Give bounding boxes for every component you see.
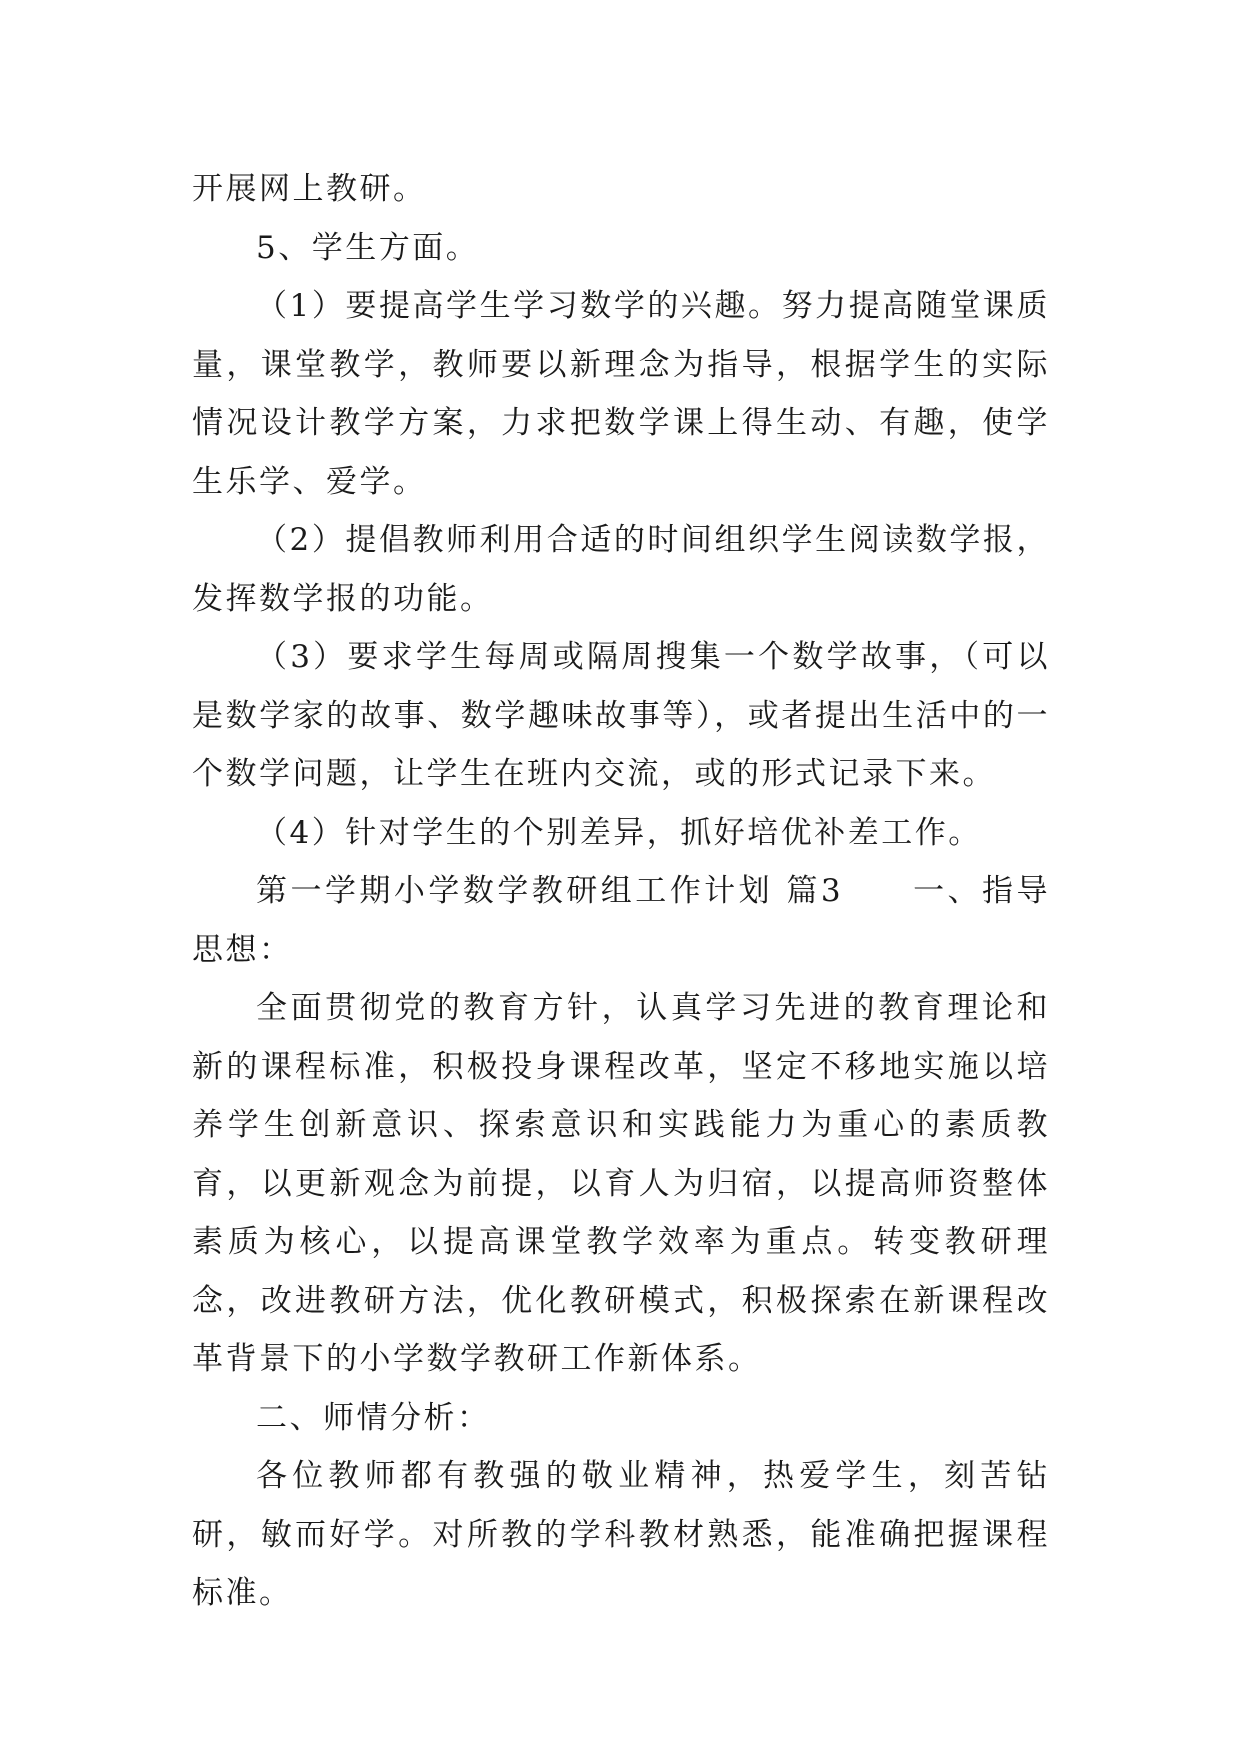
paragraph-1: 开展网上教研。	[192, 171, 427, 207]
paragraph-9: 二、师情分析：	[256, 1399, 491, 1436]
paragraph-5: （3）要求学生每周或隔周搜集一个数学故事，（可以是数学家的故事、数学趣味故事等），或者提出生活中的一个数学问题，让学生在班内交流，或的形式记录下来。	[192, 639, 1050, 792]
paragraph-3: （1）要提高学生学习数学的兴趣。努力提高随堂课质量，课堂教学，教师要以新理念为指导，根据学生的实际情况设计教学方案，力求把数学课上得生动、有趣，使学生乐学、爱学。	[192, 288, 1050, 500]
document-body	[192, 160, 1050, 1623]
paragraph-4: （2）提倡教师利用合适的时间组织学生阅读数学报，发挥数学报的功能。	[192, 522, 1050, 617]
paragraph-10: 各位教师都有教强的敬业精神，热爱学生，刻苦钻研，敏而好学。对所教的学科教材熟悉，能准确把握课程标准。	[192, 1458, 1050, 1611]
paragraph-7: 第一学期小学数学教研组工作计划 篇3 一、指导思想：	[192, 873, 1050, 968]
paragraph-2: 5、学生方面。	[256, 229, 480, 266]
paragraph-8: 全面贯彻党的教育方针，认真学习先进的教育理论和新的课程标准，积极投身课程改革，坚定不移地实施以培养学生创新意识、探索意识和实践能力为重心的素质教育，以更新观念为前提，以育人为归宿，以提高师资整体素质为核心，以提高课堂教学效率为重点。转变教研理念，改进教研方法，优化教研模式，积极探索在新课程改革背景下的小学数学教研工作新体系。	[192, 990, 1050, 1377]
paragraph-6: （4）针对学生的个别差异，抓好培优补差工作。	[256, 814, 982, 851]
